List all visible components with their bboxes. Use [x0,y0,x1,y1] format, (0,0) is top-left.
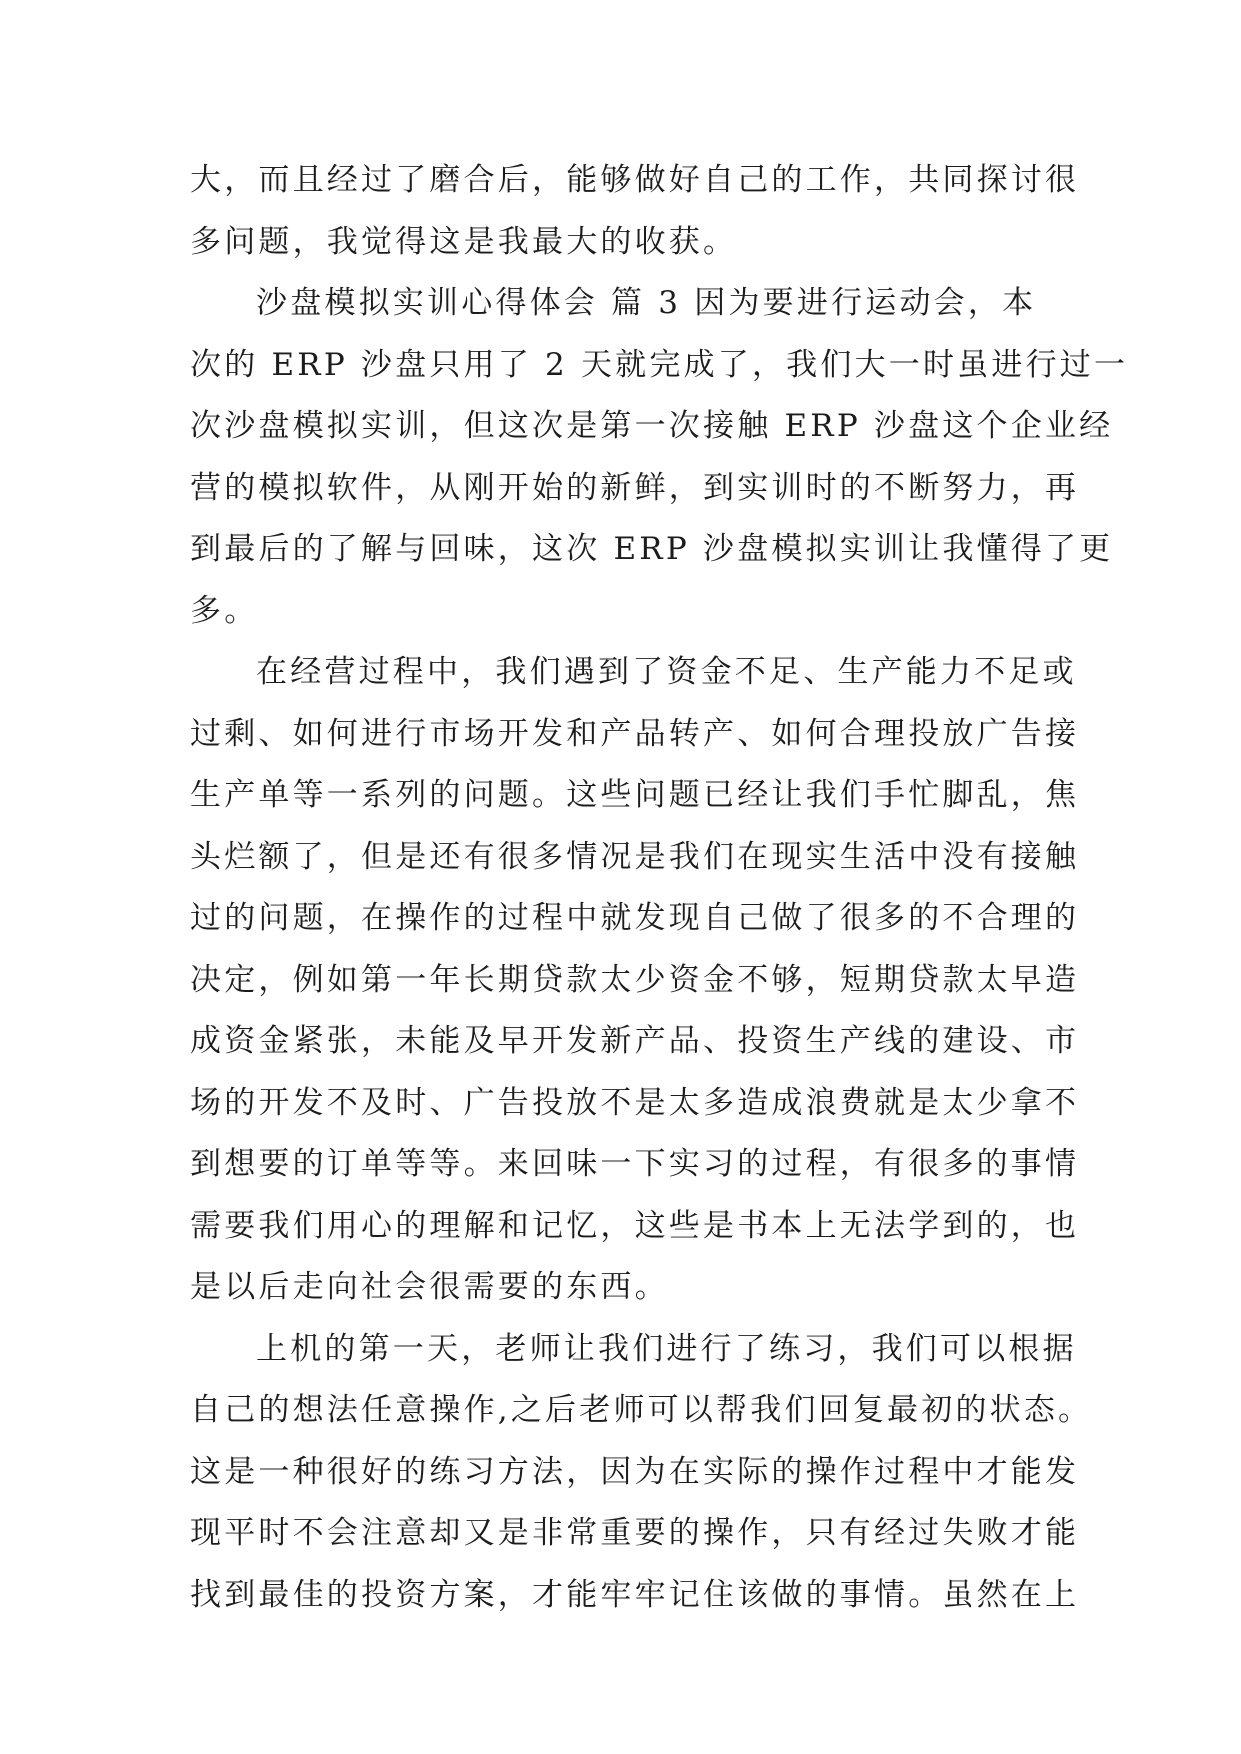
text-line: 在经营过程中，我们遇到了资金不足、生产能力不足或 [256,654,1077,690]
text-line: 是以后走向社会很需要的东西。 [190,1269,669,1305]
text-line: 到最后的了解与回味，这次 ERP 沙盘模拟实训让我懂得了更 [190,531,1114,567]
text-line: 次的 ERP 沙盘只用了 2 天就完成了，我们大一时虽进行过一 [190,346,1129,383]
text-line: 决定，例如第一年长期贷款太少资金不够，短期贷款太早造 [190,961,1080,998]
text-line: 沙盘模拟实训心得体会 篇 3 因为要进行运动会，本 [256,285,1037,321]
text-line: 大，而且经过了磨合后，能够做好自己的工作，共同探讨很 [190,162,1080,198]
text-line: 上机的第一天，老师让我们进行了练习，我们可以根据 [256,1330,1077,1367]
text-line: 现平时不会注意却又是非常重要的操作，只有经过失败才能 [190,1515,1080,1551]
text-line: 头烂额了，但是还有很多情况是我们在现实生活中没有接触 [190,838,1080,875]
text-line: 场的开发不及时、广告投放不是太多造成浪费就是太少拿不 [190,1084,1080,1121]
text-line: 成资金紧张，未能及早开发新产品、投资生产线的建设、市 [190,1023,1080,1059]
text-line: 营的模拟软件，从刚开始的新鲜，到实训时的不断努力，再 [190,469,1080,506]
body-text [190,150,1129,1626]
text-line: 过的问题，在操作的过程中就发现自己做了很多的不合理的 [190,900,1080,936]
text-line: 多。 [190,592,259,629]
text-line: 找到最佳的投资方案，才能牢牢记住该做的事情。虽然在上 [190,1576,1080,1613]
text-line: 需要我们用心的理解和记忆，这些是书本上无法学到的，也 [190,1207,1080,1244]
text-line: 次沙盘模拟实训，但这次是第一次接触 ERP 沙盘这个企业经 [190,408,1114,444]
text-line: 这是一种很好的练习方法，因为在实际的操作过程中才能发 [190,1453,1080,1490]
text-line: 生产单等一系列的问题。这些问题已经让我们手忙脚乱，焦 [190,777,1080,813]
text-line: 多问题，我觉得这是我最大的收获。 [190,223,738,260]
text-line: 到想要的订单等等。来回味一下实习的过程，有很多的事情 [190,1146,1080,1182]
text-line: 过剩、如何进行市场开发和产品转产、如何合理投放广告接 [190,715,1080,752]
text-line: 自己的想法任意操作,之后老师可以帮我们回复最初的状态。 [190,1392,1093,1428]
